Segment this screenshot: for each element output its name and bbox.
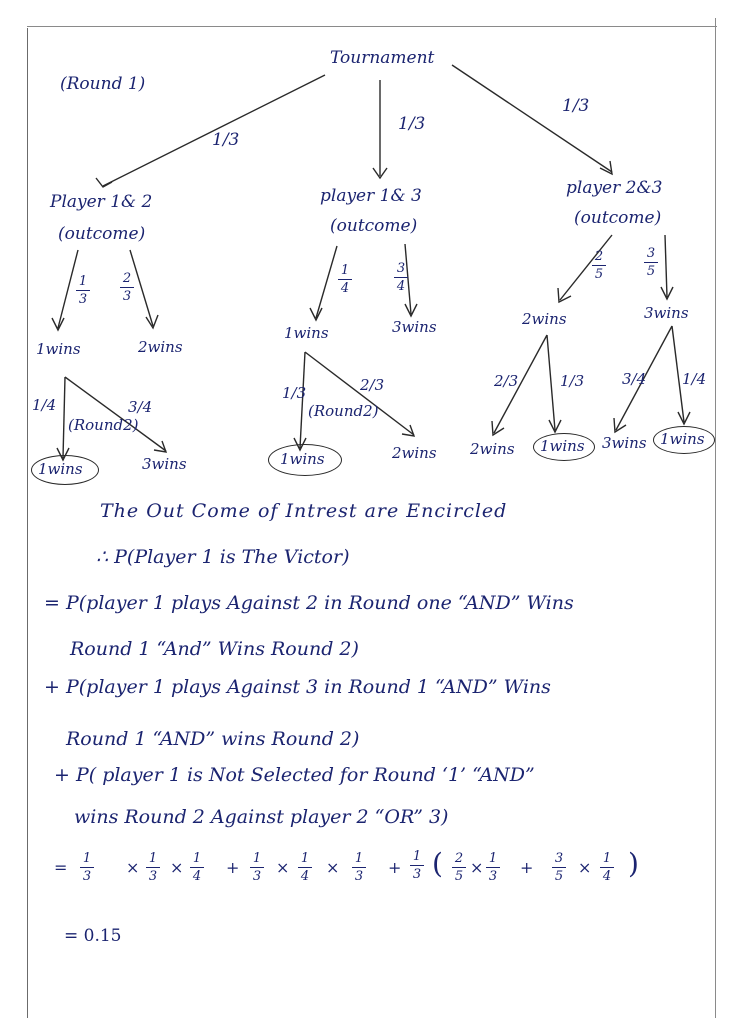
- r2-g4-left-outcome: 3wins: [602, 434, 647, 452]
- r2-g2-round-label: (Round2): [308, 402, 379, 420]
- tree-root-label: Tournament: [330, 48, 435, 68]
- matchup-1-prob-left: 1 3: [76, 275, 90, 306]
- r2-g3-prob-right: 1/3: [560, 372, 585, 390]
- matchup-1-label: Player 1& 2: [50, 192, 153, 212]
- matchup-1-prob-right: 2 3: [120, 272, 134, 303]
- r2-g4-prob-right: 1/4: [682, 370, 707, 388]
- r2-g4-right-outcome: 1wins: [660, 430, 705, 448]
- matchup-2-right-outcome: 3wins: [392, 318, 437, 336]
- note-line-5: + P(player 1 plays Against 3 in Round 1 “AND” Wins: [44, 676, 551, 698]
- eq-t3-f3: 3 5: [552, 852, 566, 883]
- eq-op-plus: +: [226, 858, 240, 877]
- eq-op-times: ×: [326, 858, 340, 877]
- r2-g1-prob-left: 1/4: [32, 396, 57, 414]
- branch-prob-1: 1/3: [212, 130, 240, 150]
- round1-label: (Round 1): [60, 74, 146, 94]
- matchup-3-sub: (outcome): [574, 208, 662, 228]
- eq-t3-f4: 1 4: [600, 852, 614, 883]
- note-line-4: Round 1 “And” Wins Round 2): [70, 638, 359, 660]
- matchup-2-sub: (outcome): [330, 216, 418, 236]
- r2-g1-left-outcome: 1wins: [38, 460, 83, 478]
- matchup-1-left-outcome: 1wins: [36, 340, 81, 358]
- equation-equals: =: [54, 858, 68, 877]
- eq-t3-outer: 1 3: [410, 850, 424, 881]
- r2-g2-right-outcome: 2wins: [392, 444, 437, 462]
- eq-t2-f2: 1 4: [298, 852, 312, 883]
- matchup-2-prob-left: 1 4: [338, 264, 352, 295]
- r2-g3-prob-left: 2/3: [494, 372, 519, 390]
- note-line-7: + P( player 1 is Not Selected for Round ‘1’ “AND”: [54, 764, 535, 786]
- r2-g2-left-outcome: 1wins: [280, 450, 325, 468]
- r2-g3-left-outcome: 2wins: [470, 440, 515, 458]
- eq-op-times: ×: [470, 858, 484, 877]
- matchup-2-left-outcome: 1wins: [284, 324, 329, 342]
- eq-t1-f3: 1 4: [190, 852, 204, 883]
- eq-t3-f1: 2 5: [452, 852, 466, 883]
- eq-op-times: ×: [126, 858, 140, 877]
- eq-t1-f2: 1 3: [146, 852, 160, 883]
- eq-open-paren: (: [432, 847, 443, 880]
- eq-t2-f3: 1 3: [352, 852, 366, 883]
- result-value: = 0.15: [64, 926, 122, 946]
- note-line-1: The Out Come of Intrest are Encircled: [100, 500, 508, 522]
- matchup-3-right-outcome: 3wins: [644, 304, 689, 322]
- matchup-3-label: player 2&3: [566, 178, 663, 198]
- eq-op-plus: +: [388, 858, 402, 877]
- note-line-8: wins Round 2 Against player 2 “OR” 3): [74, 806, 449, 828]
- eq-op-times: ×: [578, 858, 592, 877]
- r2-g1-right-outcome: 3wins: [142, 455, 187, 473]
- note-line-2: ∴ P(Player 1 is The Victor): [96, 546, 350, 568]
- branch-prob-2: 1/3: [398, 114, 426, 134]
- eq-op-times: ×: [170, 858, 184, 877]
- matchup-3-left-outcome: 2wins: [522, 310, 567, 328]
- r2-g4-prob-left: 3/4: [622, 370, 647, 388]
- r2-g1-round-label: (Round2): [68, 416, 139, 434]
- matchup-3-prob-right: 3 5: [644, 247, 658, 278]
- eq-t2-f1: 1 3: [250, 852, 264, 883]
- r2-g2-prob-left: 1/3: [282, 384, 307, 402]
- eq-op-plus: +: [520, 858, 534, 877]
- r2-g2-prob-right: 2/3: [360, 376, 385, 394]
- eq-op-times: ×: [276, 858, 290, 877]
- matchup-1-right-outcome: 2wins: [138, 338, 183, 356]
- note-line-6: Round 1 “AND” wins Round 2): [66, 728, 360, 750]
- eq-t1-f1: 1 3: [80, 852, 94, 883]
- eq-close-paren: ): [628, 847, 639, 880]
- r2-g3-right-outcome: 1wins: [540, 437, 585, 455]
- matchup-2-prob-right: 3 4: [394, 262, 408, 293]
- r2-g1-prob-right: 3/4: [128, 398, 153, 416]
- matchup-1-sub: (outcome): [58, 224, 146, 244]
- eq-t3-f2: 1 3: [486, 852, 500, 883]
- note-line-3: = P(player 1 plays Against 2 in Round one “AND” Wins: [44, 592, 574, 614]
- matchup-2-label: player 1& 3: [320, 186, 422, 206]
- branch-prob-3: 1/3: [562, 96, 590, 116]
- matchup-3-prob-left: 2 5: [592, 250, 606, 281]
